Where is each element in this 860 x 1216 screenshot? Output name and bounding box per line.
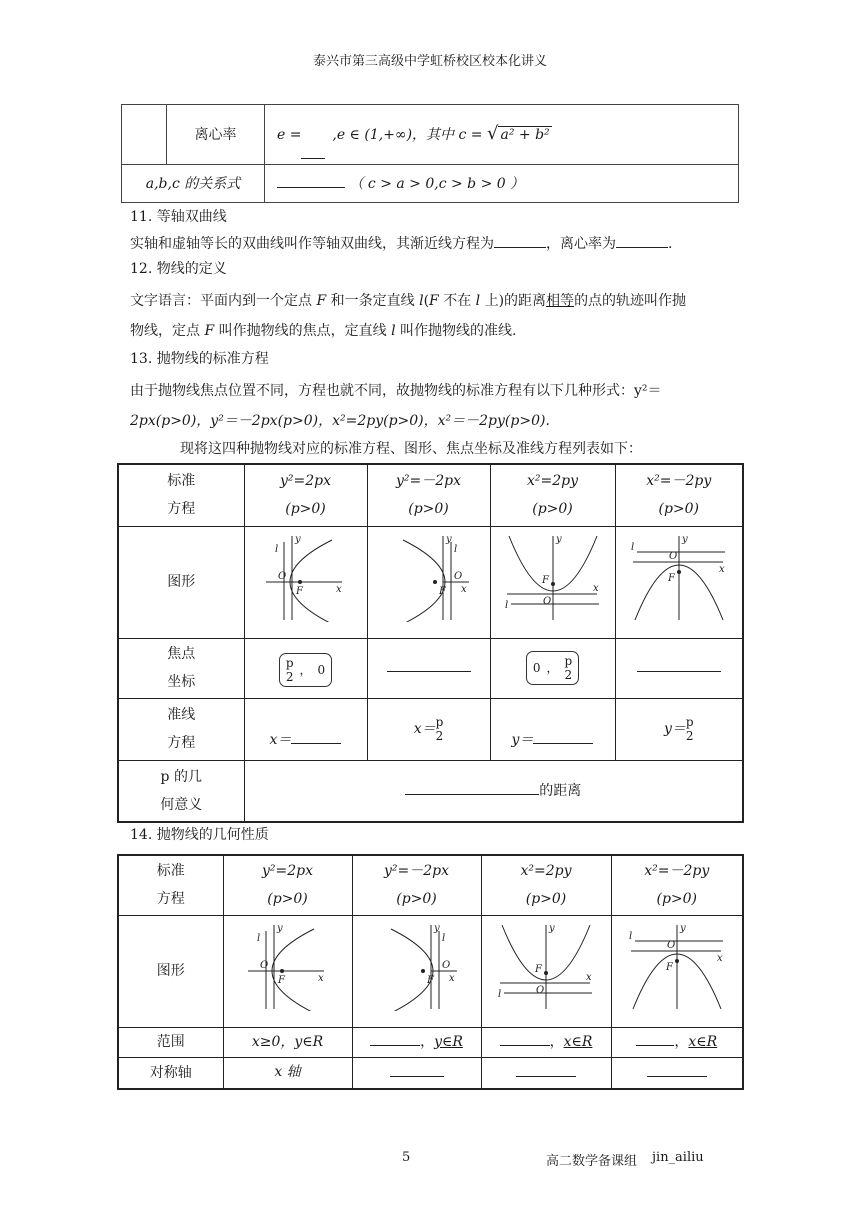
x-axis-label: x xyxy=(335,584,342,595)
t1-graph-down xyxy=(615,526,743,638)
focus-point xyxy=(551,582,555,586)
y-axis-label: y xyxy=(433,923,440,934)
t2-eq-label: 标准 方程 xyxy=(118,855,223,915)
s12-l1a: 文字语言：平面内到一个定点 xyxy=(130,293,317,309)
s12-l2c: 叫作抛物线的准线. xyxy=(395,323,517,339)
t1-eq-label: 标准 方程 xyxy=(118,464,244,526)
t1-focus-2 xyxy=(367,638,490,698)
s11-text-c: . xyxy=(668,236,673,252)
abc-label: a,b,c 的关系式 xyxy=(122,165,265,203)
abc-cell xyxy=(265,165,739,203)
parabola-down-graph xyxy=(629,532,729,622)
t2-graph-left xyxy=(352,915,481,1027)
t2-eq-4: x²=－2py (p>0) xyxy=(611,855,743,915)
s12-l2b: 叫作抛物线的焦点，定直线 xyxy=(214,323,392,339)
focus-point xyxy=(544,971,548,975)
t2-axis-label: 对称轴 xyxy=(118,1057,223,1089)
t1-dir-label: 准线 方程 xyxy=(118,698,244,760)
s12-equal: 相等 xyxy=(546,293,575,309)
focus-point xyxy=(421,969,425,973)
t1-dir-3: y＝ xyxy=(490,698,615,760)
t1-dir-3-blank[interactable] xyxy=(533,730,593,744)
hyperbola-table xyxy=(121,104,739,203)
t1-focus-4-blank[interactable] xyxy=(637,658,721,672)
t2-range-3-blank[interactable] xyxy=(500,1032,550,1046)
s12-text xyxy=(130,286,750,346)
parabola-property-table xyxy=(117,854,744,1090)
y-axis-label: y xyxy=(679,923,686,934)
s11-blank-eccentricity[interactable] xyxy=(616,234,668,248)
s11-text xyxy=(130,234,730,254)
s13-line3: 现将这四种抛物线对应的标准方程、图形、焦点坐标及准线方程列表如下： xyxy=(180,441,642,457)
directrix-label: l xyxy=(498,989,502,1000)
t2-graph-down xyxy=(611,915,743,1027)
s12-l1b: 和一条定直线 xyxy=(326,293,420,309)
parabola-curve xyxy=(391,929,433,1011)
focus-label: F xyxy=(665,962,673,973)
s13-text xyxy=(130,376,750,436)
focus-label: F xyxy=(438,586,446,597)
eccentricity-label: 离心率 xyxy=(167,105,265,165)
t2-range-4-blank[interactable] xyxy=(636,1032,674,1046)
origin-label: O xyxy=(277,571,286,582)
parabola-left-graph xyxy=(387,532,471,622)
x-axis-label: x xyxy=(460,584,467,595)
parabola-curve xyxy=(290,540,332,622)
footer-group: 高二数学备课组 xyxy=(546,1154,638,1169)
y-axis-label: y xyxy=(549,923,555,934)
x-axis-label: x xyxy=(317,973,324,984)
focus-label: F xyxy=(295,586,303,597)
focus-label: F xyxy=(277,975,285,986)
focus-point xyxy=(677,570,681,574)
t1-graph-left xyxy=(367,526,490,638)
t2-eq-2: y²=－2px (p>0) xyxy=(352,855,481,915)
ecc-e: e = xyxy=(277,127,302,143)
focus-label: F xyxy=(667,573,675,584)
s12-l1d: 不在 xyxy=(438,293,476,309)
s12-l1e: 上)的距离 xyxy=(480,293,547,309)
origin-label: O xyxy=(536,985,545,996)
directrix-label: l xyxy=(274,544,278,555)
t2-graph-up xyxy=(481,915,611,1027)
focus-label: F xyxy=(426,975,434,986)
t2-range-2: ，y∈R xyxy=(352,1027,481,1057)
t2-axis-4-blank[interactable] xyxy=(647,1063,707,1077)
t1-dir-4: y＝ p 2 xyxy=(615,698,743,760)
parabola-right-graph xyxy=(264,532,348,622)
ecc-domain: ,e ∈ (1,+∞)，其中 xyxy=(332,127,455,143)
origin-label: O xyxy=(542,596,551,607)
t1-focus-label: 焦点 坐标 xyxy=(118,638,244,698)
origin-label: O xyxy=(666,940,675,951)
s12-l: l xyxy=(419,293,424,309)
parabola-up-graph-2 xyxy=(496,921,596,1011)
focus-point xyxy=(675,959,679,963)
origin-label: O xyxy=(259,960,268,971)
t1-focus-1: p 2 ， 0 xyxy=(244,638,367,698)
y-axis-label: y xyxy=(555,534,562,545)
s11-blank-asymptote[interactable] xyxy=(494,234,546,248)
y-axis-label: y xyxy=(681,534,688,545)
footer-author: jin_ailiu xyxy=(652,1150,704,1165)
s12-F2: F xyxy=(429,293,439,309)
t1-pmeaning-blank[interactable] xyxy=(405,781,539,795)
eccentricity-cell: e = ,e ∈ (1,+∞)，其中 c = √ a² + b² xyxy=(265,105,739,165)
s11-text-a: 实轴和虚轴等长的双曲线叫作等轴双曲线，其渐近线方程为 xyxy=(130,236,494,252)
directrix-label: l xyxy=(256,933,260,944)
focus-point xyxy=(298,580,302,584)
t2-graph-right xyxy=(223,915,352,1027)
t1-graph-up xyxy=(490,526,615,638)
focus-label: F xyxy=(535,964,542,975)
focus-point xyxy=(280,969,284,973)
t1-dir-2: x＝ p 2 xyxy=(367,698,490,760)
s14-title: 14. 抛物线的几何性质 xyxy=(130,827,269,843)
parabola-curve xyxy=(403,540,445,622)
t1-focus-2-blank[interactable] xyxy=(387,658,471,672)
y-axis-label: y xyxy=(276,923,283,934)
t1-eq-3: x²=2py (p>0) xyxy=(490,464,615,526)
t2-range-label: 范围 xyxy=(118,1027,223,1057)
t1-eq-1: y²=2px (p>0) xyxy=(244,464,367,526)
y-axis-label: y xyxy=(445,534,452,545)
s12-l2a: 物线，定点 xyxy=(130,323,205,339)
s13-title: 13. 抛物线的标准方程 xyxy=(130,351,269,367)
directrix-label: l xyxy=(441,933,445,944)
directrix-label: l xyxy=(453,544,457,555)
t2-eq-3: x²=2py (p>0) xyxy=(481,855,611,915)
s12-F3: F xyxy=(204,323,215,339)
s12-l2: l xyxy=(475,293,481,309)
parabola-curve xyxy=(272,929,314,1011)
ecc-blank[interactable] xyxy=(301,145,325,159)
x-axis-label: x xyxy=(448,973,455,984)
x-axis-label: x xyxy=(718,564,725,575)
s11-text-b: ，离心率为 xyxy=(546,236,616,252)
t2-axis-1: x 轴 xyxy=(223,1057,352,1089)
parabola-down-graph-2 xyxy=(627,921,727,1011)
s12-l3: l xyxy=(391,323,396,339)
page-number: 5 xyxy=(402,1150,411,1165)
page-header: 泰兴市第三高级中学虹桥校区校本化讲义 xyxy=(312,54,547,69)
x-axis-label: x xyxy=(586,972,592,983)
origin-label: O xyxy=(453,571,462,582)
s13-line1: 由于抛物线焦点位置不同，方程也就不同，故抛物线的标准方程有以下几种形式：y²＝ xyxy=(130,383,662,399)
parabola-standard-table xyxy=(117,463,744,823)
empty-cell xyxy=(122,105,167,165)
t1-dir-1: x＝ xyxy=(244,698,367,760)
abc-cond: （ c > a > 0,c > b > 0 ） xyxy=(349,175,525,192)
t2-range-2-blank[interactable] xyxy=(370,1032,420,1046)
t2-axis-3 xyxy=(481,1057,611,1089)
t2-range-1: x≥0，y∈R xyxy=(223,1027,352,1057)
directrix-label: l xyxy=(630,542,634,553)
ecc-c: c = xyxy=(458,127,483,143)
t1-pmeaning-label: p 的几 何意义 xyxy=(118,760,244,822)
y-axis-label: y xyxy=(294,534,301,545)
t1-eq-4: x²=－2py (p>0) xyxy=(615,464,743,526)
focus-label: F xyxy=(541,575,549,586)
t2-range-3: ，x∈R xyxy=(481,1027,611,1057)
parabola-left-graph-2 xyxy=(375,921,459,1011)
t2-axis-4 xyxy=(611,1057,743,1089)
s13-line2: 2px(p>0)，y²＝－2px(p>0)，x²=2py(p>0)，x²＝－2py(p>0). xyxy=(130,413,550,429)
t2-eq-1: y²=2px (p>0) xyxy=(223,855,352,915)
origin-label: O xyxy=(668,551,677,562)
t2-graph-label: 图形 xyxy=(118,915,223,1027)
s12-F: F xyxy=(316,293,327,309)
s12-l1c: ( xyxy=(423,293,430,309)
x-axis-label: x xyxy=(716,953,723,964)
t1-graph-label: 图形 xyxy=(118,526,244,638)
directrix-label: l xyxy=(504,600,508,611)
t1-pmeaning-cell: 的距离 xyxy=(244,760,743,822)
focus-point xyxy=(433,580,437,584)
t1-graph-right xyxy=(244,526,367,638)
t2-axis-2-blank[interactable] xyxy=(390,1063,444,1077)
origin-label: O xyxy=(441,960,450,971)
parabola-right-graph-2 xyxy=(246,921,330,1011)
t1-eq-2: y²=－2px (p>0) xyxy=(367,464,490,526)
t2-range-4: ，x∈R xyxy=(611,1027,743,1057)
ecc-sqrt: a² + b² xyxy=(500,127,550,143)
t1-focus-3: 0 ， p 2 xyxy=(490,638,615,698)
t1-focus-4 xyxy=(615,638,743,698)
parabola-up-graph xyxy=(503,532,603,622)
t2-axis-2 xyxy=(352,1057,481,1089)
directrix-label: l xyxy=(628,931,632,942)
x-axis-label: x xyxy=(592,583,599,594)
s11-title: 11. 等轴双曲线 xyxy=(130,209,227,225)
t1-dir-1-blank[interactable] xyxy=(291,730,341,744)
s12-l1f: 的点的轨迹叫作抛 xyxy=(574,293,687,309)
t2-axis-3-blank[interactable] xyxy=(516,1063,576,1077)
abc-blank[interactable] xyxy=(277,174,345,188)
s12-title: 12. 物线的定义 xyxy=(130,261,227,277)
